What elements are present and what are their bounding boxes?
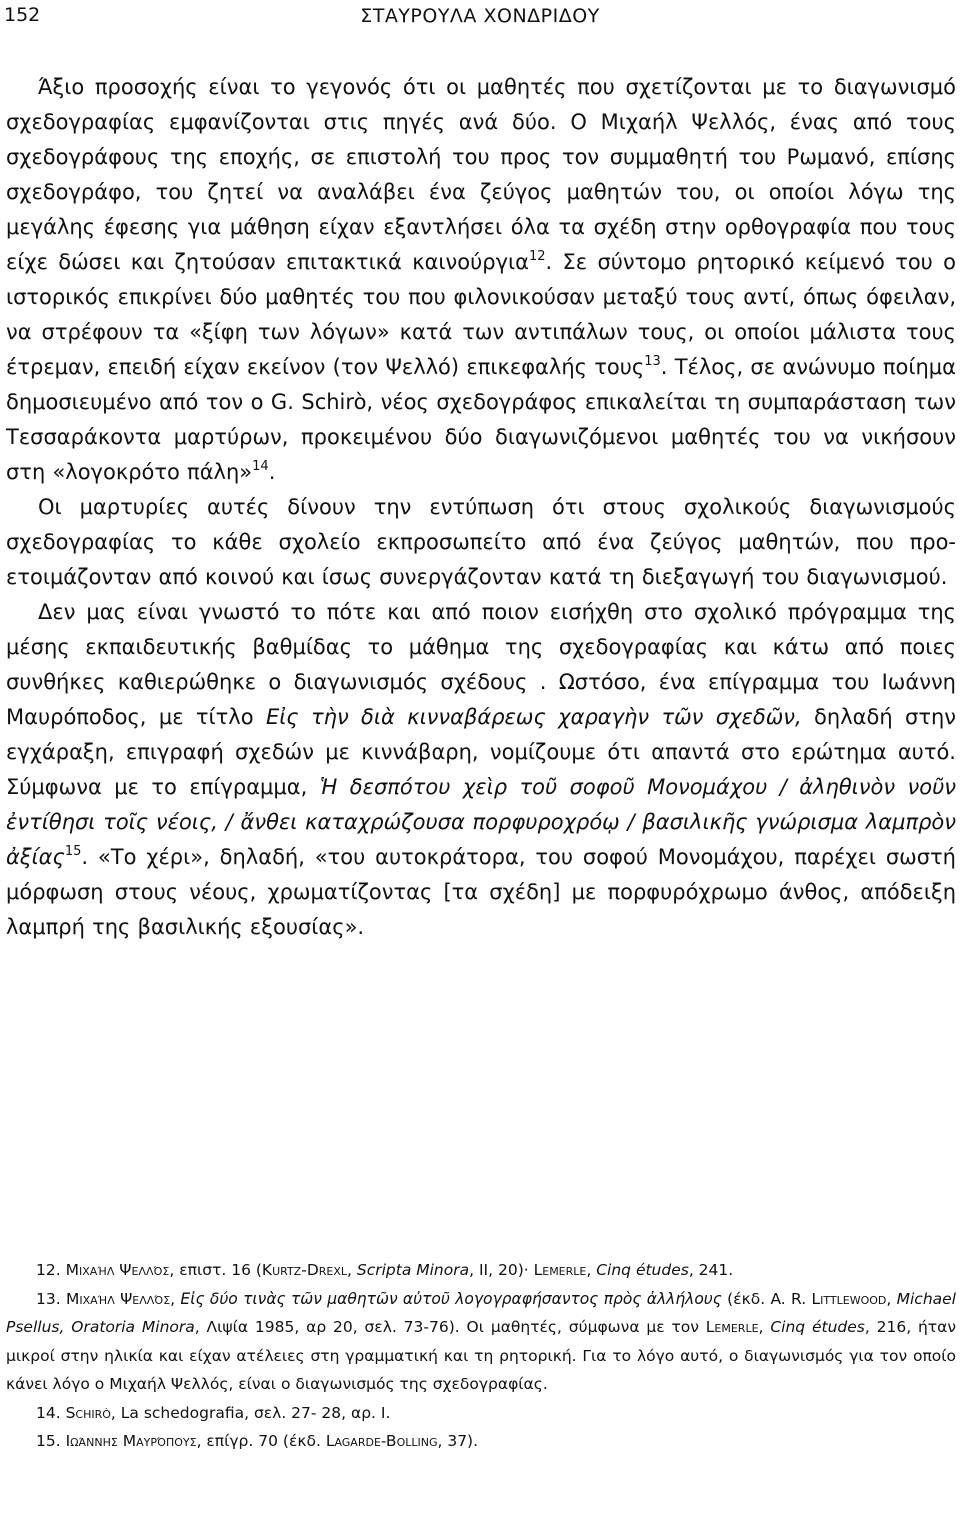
footnote-13-work-2: Michael Psellus, Oratoria Minora [6, 1289, 956, 1336]
paragraph-3-text-b: δηλαδή στην εγχάραξη, επιγραφή σχεδών με κιννάβαρη, νομίζουμε ότι απαντά στο ερώτημα αυτό. Σύμφωνα με το επίγραμμα, [6, 705, 956, 799]
paragraph-1-text-a: Άξιο προσοχής είναι το γεγονός ότι οι μαθητές που σχετίζονται με το διαγωνισμό σχεδογραφίας εμφανίζονται στις πηγές ανά δύο. Ο Μιχαήλ Ψελλός, ένας από τους σχεδογράφους της εποχής, σε επιστολή του προς τον συμμαθητή του Ρωμανό, επίσης σχεδογράφο, του ζητεί να αναλάβει ένα ζεύγος μαθητών του, οι οποίοι λόγω της μεγάλης έφεσης για μάθηση είχαν εξαντλήσει όλα τα σχέδη στην ορθογραφία που τους είχε δώσει και ζητούσαν επιτακτικά καινούργια [6, 75, 956, 274]
footnote-13-text-2: , 216, ήταν μικροί στην ηλικία και είχαν ατέλειες στη γραμματική και τη ρητορική. Για το λόγο αυτό, ο διαγωνισμός για τον οποίο κάνει λόγο ο Μιχαήλ Ψελλός, είναι ο διαγωνισμός της σχεδογραφίας. [6, 1318, 957, 1393]
epigram-verse: Ἡ δεσπότου χεὶρ τοῦ σοφοῦ Μονομάχου / ἀληθινὸν νοῦν ἐντίθησι τοῖς νέοις, / ἄνθει καταχρώζουσα πορφυροχρόῳ / βασιλικῆς γνώρισμα λαμπρὸν ἀξίας [6, 775, 957, 869]
footnote-12-author-2: Lemerle [533, 1261, 587, 1279]
running-head-author: ΣΤΑΥΡΟΥΛΑ ΧΟΝΔΡΙΔΟΥ [360, 5, 600, 27]
footnote-13-editor: Littlewood [811, 1289, 887, 1308]
footnote-12-sep-2: , [586, 1261, 597, 1279]
footnote-13-edition: (έκδ. A. R. [721, 1289, 812, 1308]
footnote-ref-12[interactable]: 12 [528, 249, 546, 264]
footnote-12-work-2: Cinq études [596, 1261, 689, 1279]
footnote-ref-14[interactable]: 14 [252, 459, 269, 474]
paragraph-1-text-b: . Σε σύντομο ρητορικό κείμενό του ο ιστορικός επικρίνει δύο μαθητές του που φιλονικούσαν μεταξύ τους αντί, όπως όφειλαν, να στρέφουν τα «ξίφη των λόγων» κατά των αντιπάλων τους, οι οποίοι μάλιστα τους έτρεμαν, επειδή είχαν εκείνον (τον Ψελλό) επικεφαλής τους [6, 250, 956, 379]
paragraph-3-text-c: . «Το χέρι», δηλαδή, «του αυτοκράτορα, του σοφού Μονομάχου, παρέχει σωστή μόρφωση στους νέους, χρωματίζοντας [τα σχέδη] με πορφυρόχρωμο άνθος, απόδειξη λαμπρή της βασιλικής εξουσίας». [6, 845, 956, 939]
epigram-title: Εἰς τὴν διὰ κινναβάρεως χαραγὴν τῶν σχεδῶν, [265, 705, 802, 729]
footnote-15-editor: Lagarde-Bolling [325, 1432, 438, 1450]
footnote-15-author: Ιωάννης Μαυρόπους [65, 1432, 197, 1450]
footnote-13-sep-3: , [758, 1318, 771, 1336]
footnote-12-number: 12. [36, 1261, 66, 1279]
footnote-13-number: 13. [36, 1289, 66, 1308]
footnote-12-author: Μιχαήλ Ψελλός [65, 1261, 170, 1279]
paragraph-1-text-d: . [268, 460, 276, 484]
footnote-ref-15[interactable]: 15 [64, 844, 82, 859]
footnote-15-text: , επίγρ. 70 (έκδ. [196, 1432, 326, 1450]
footnote-12-editor: Kurtz-Drexl [261, 1261, 348, 1279]
footnote-ref-13[interactable]: 13 [644, 354, 661, 369]
body-text [6, 70, 956, 945]
paragraph-1-text-c: . Τέλος, σε ανώνυμο ποίημα δημοσιευμένο από τον ο G. Schirò, νέος σχεδογράφος επικαλείται τη συμπαράσταση των Τεσσαράκοντα μαρτύρων, προκειμένου δύο διαγωνιζόμενοι μαθητές του να νικήσουν στη «λογοκρότο πάλη» [6, 355, 956, 484]
footnote-13 [6, 1285, 956, 1399]
paragraph-3-text-a: Δεν μας είναι γνωστό το πότε και από ποιον εισήχθη στο σχολικό πρόγραμμα της μέσης εκπαιδευτικής βαθμίδας το μάθημα της σχεδογραφίας και κάτω από ποιες συνθήκες καθιερώθηκε ο διαγωνισμός σχέδους . Ωστόσο, ένα επίγραμμα του Ιωάννη Μαυρόποδος, με τίτλο [6, 600, 956, 729]
paragraph-2: Οι μαρτυρίες αυτές δίνουν την εντύπωση ότι στους σχολικούς διαγωνισμούς σχεδογραφίας το κάθε σχολείο εκπροσωπείτο από ένα ζεύγος μαθητών, που προετοιμάζονταν από κοινού και ίσως συνεργάζονταν κατά τη διεξαγωγή του διαγωνισμού. [6, 495, 956, 589]
footnote-15-number: 15. [36, 1432, 66, 1450]
footnote-12-work: Scripta Minora [356, 1261, 470, 1279]
footnote-12 [6, 1256, 956, 1285]
footnote-15-end: , 37). [437, 1432, 479, 1450]
footnote-14-author: Schirò [65, 1403, 111, 1422]
footnote-12-text: , επιστ. 16 ( [169, 1261, 262, 1279]
footnote-15 [6, 1427, 956, 1456]
footnote-12-ref: , II, 20)· [469, 1261, 534, 1279]
footnote-13-sep: , [170, 1289, 181, 1308]
footnote-12-page: , 241. [688, 1261, 734, 1279]
footnote-13-author: Μιχαήλ Ψελλός [65, 1289, 171, 1308]
paragraph-3 [6, 595, 956, 945]
footnote-13-author-2: Lemerle [705, 1318, 759, 1336]
footnotes [6, 1256, 956, 1456]
footnote-14-number: 14. [36, 1403, 66, 1422]
footnote-14-text: , La schedografia, σελ. 27- 28, αρ. I. [110, 1403, 391, 1422]
footnote-13-text: , Λιψία 1985, αρ 20, σελ. 73-76). Οι μαθητές, σύμφωνα με τον [194, 1318, 706, 1336]
footnote-14 [6, 1399, 956, 1428]
page-number: 152 [4, 4, 41, 26]
footnote-13-work-3: Cinq études [770, 1318, 865, 1336]
footnote-13-sep-2: , [886, 1289, 897, 1308]
footnote-12-sep: , [347, 1261, 357, 1279]
running-header [0, 0, 960, 40]
footnote-13-work: Εἰς δύο τινὰς τῶν μαθητῶν αὐτοῦ λογογραφήσαντος πρὸς ἀλλήλους [180, 1289, 722, 1308]
paragraph-1 [6, 70, 956, 490]
